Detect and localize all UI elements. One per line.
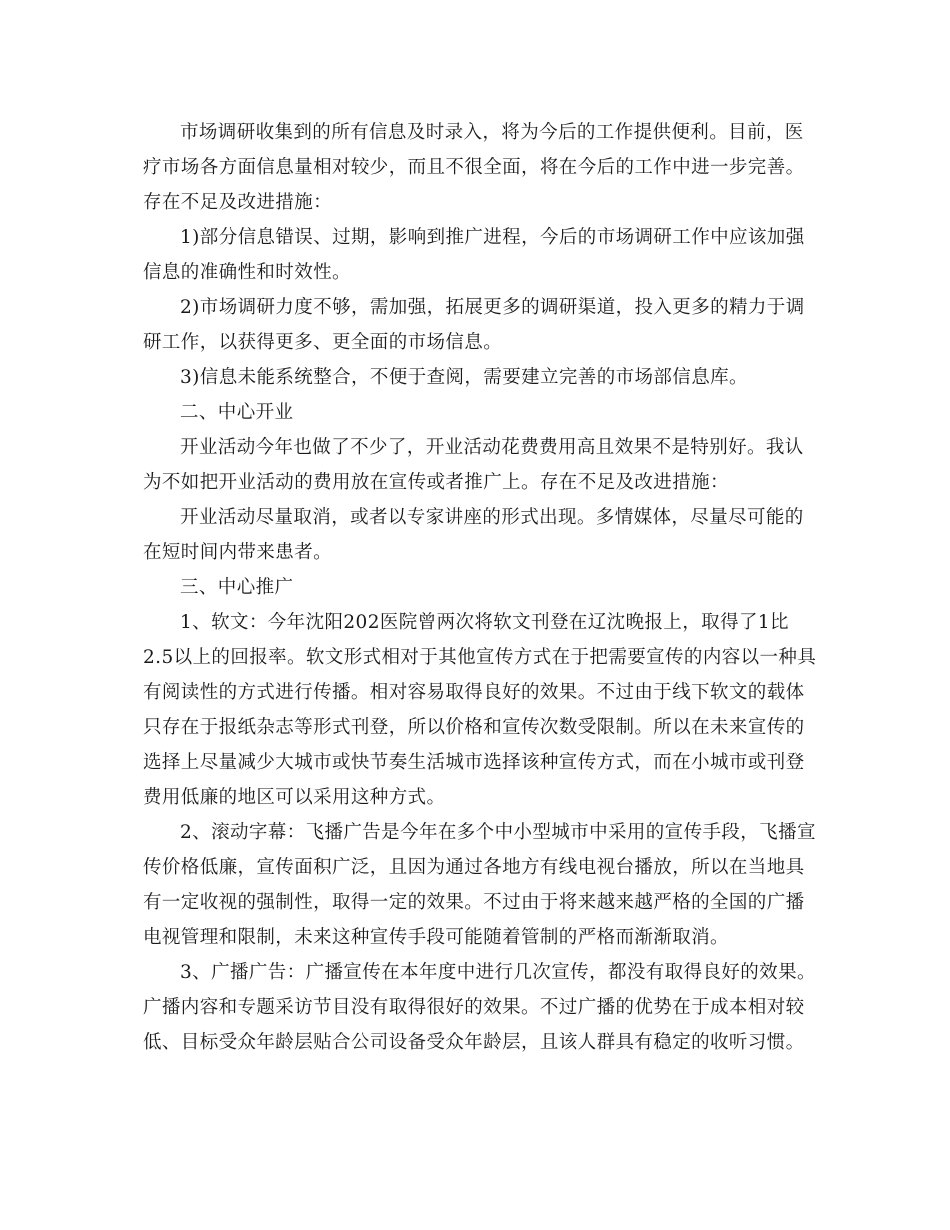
text-line: 1、软文：今年沈阳202医院曾两次将软文刊登在辽沈晚报上，取得了1比 [180,612,789,633]
text-line: 三、中心推广 [180,577,294,598]
text-line: 2、滚动字幕：飞播广告是今年在多个中小型城市中采用的宣传手段，飞播宣 [180,822,816,843]
text-line: 选择上尽量减少大城市或快节奏生活城市选择该种宣传方式，而在小城市或刊登 [143,752,805,773]
text-line: 市场调研收集到的所有信息及时录入，将为今后的工作提供便利。目前，医 [180,122,804,143]
text-line: 费用低廉的地区可以采用这种方式。 [143,787,446,808]
document-page [143,115,823,1060]
text-line: 开业活动今年也做了不少了，开业活动花费费用高且效果不是特别好。我认 [180,437,804,458]
text-line: 3)信息未能系统整合，不便于查阅，需要建立完善的市场部信息库。 [180,367,748,388]
text-line: 低、目标受众年龄层贴合公司设备受众年龄层，且该人群具有稳定的收听习惯。 [143,1032,805,1053]
text-line: 有阅读性的方式进行传播。相对容易取得良好的效果。不过由于线下软文的载体 [143,682,805,703]
text-line: 1)部分信息错误、过期，影响到推广进程，今后的市场调研工作中应该加强 [180,227,805,248]
text-line: 在短时间内带来患者。 [143,542,333,563]
text-line: 广播内容和专题采访节目没有取得很好的效果。不过广播的优势在于成本相对较 [143,997,805,1018]
text-line: 只存在于报纸杂志等形式刊登，所以价格和宣传次数受限制。所以在未来宣传的 [143,717,805,738]
text-line: 存在不足及改进措施： [143,192,333,213]
text-line: 传价格低廉，宣传面积广泛，且因为通过各地方有线电视台播放，所以在当地具 [143,857,805,878]
text-line: 2.5以上的回报率。软文形式相对于其他宣传方式在于把需要宣传的内容以一种具 [143,647,817,668]
text-line: 信息的准确性和时效性。 [143,262,351,283]
text-line: 研工作，以获得更多、更全面的市场信息。 [143,332,503,353]
text-line: 有一定收视的强制性，取得一定的效果。不过由于将来越来越严格的全国的广播 [143,892,805,913]
text-line: 电视管理和限制，未来这种宣传手段可能随着管制的严格而渐渐取消。 [143,927,729,948]
text-line: 开业活动尽量取消，或者以专家讲座的形式出现。多情媒体，尽量尽可能的 [180,507,804,528]
text-line: 3、广播广告：广播宣传在本年度中进行几次宣传，都没有取得良好的效果。 [180,962,816,983]
text-line: 疗市场各方面信息量相对较少，而且不很全面，将在今后的工作中进一步完善。 [143,157,805,178]
text-line: 为不如把开业活动的费用放在宣传或者推广上。存在不足及改进措施： [143,472,729,493]
text-line: 二、中心开业 [180,402,294,423]
text-line: 2)市场调研力度不够，需加强，拓展更多的调研渠道，投入更多的精力于调 [180,297,805,318]
